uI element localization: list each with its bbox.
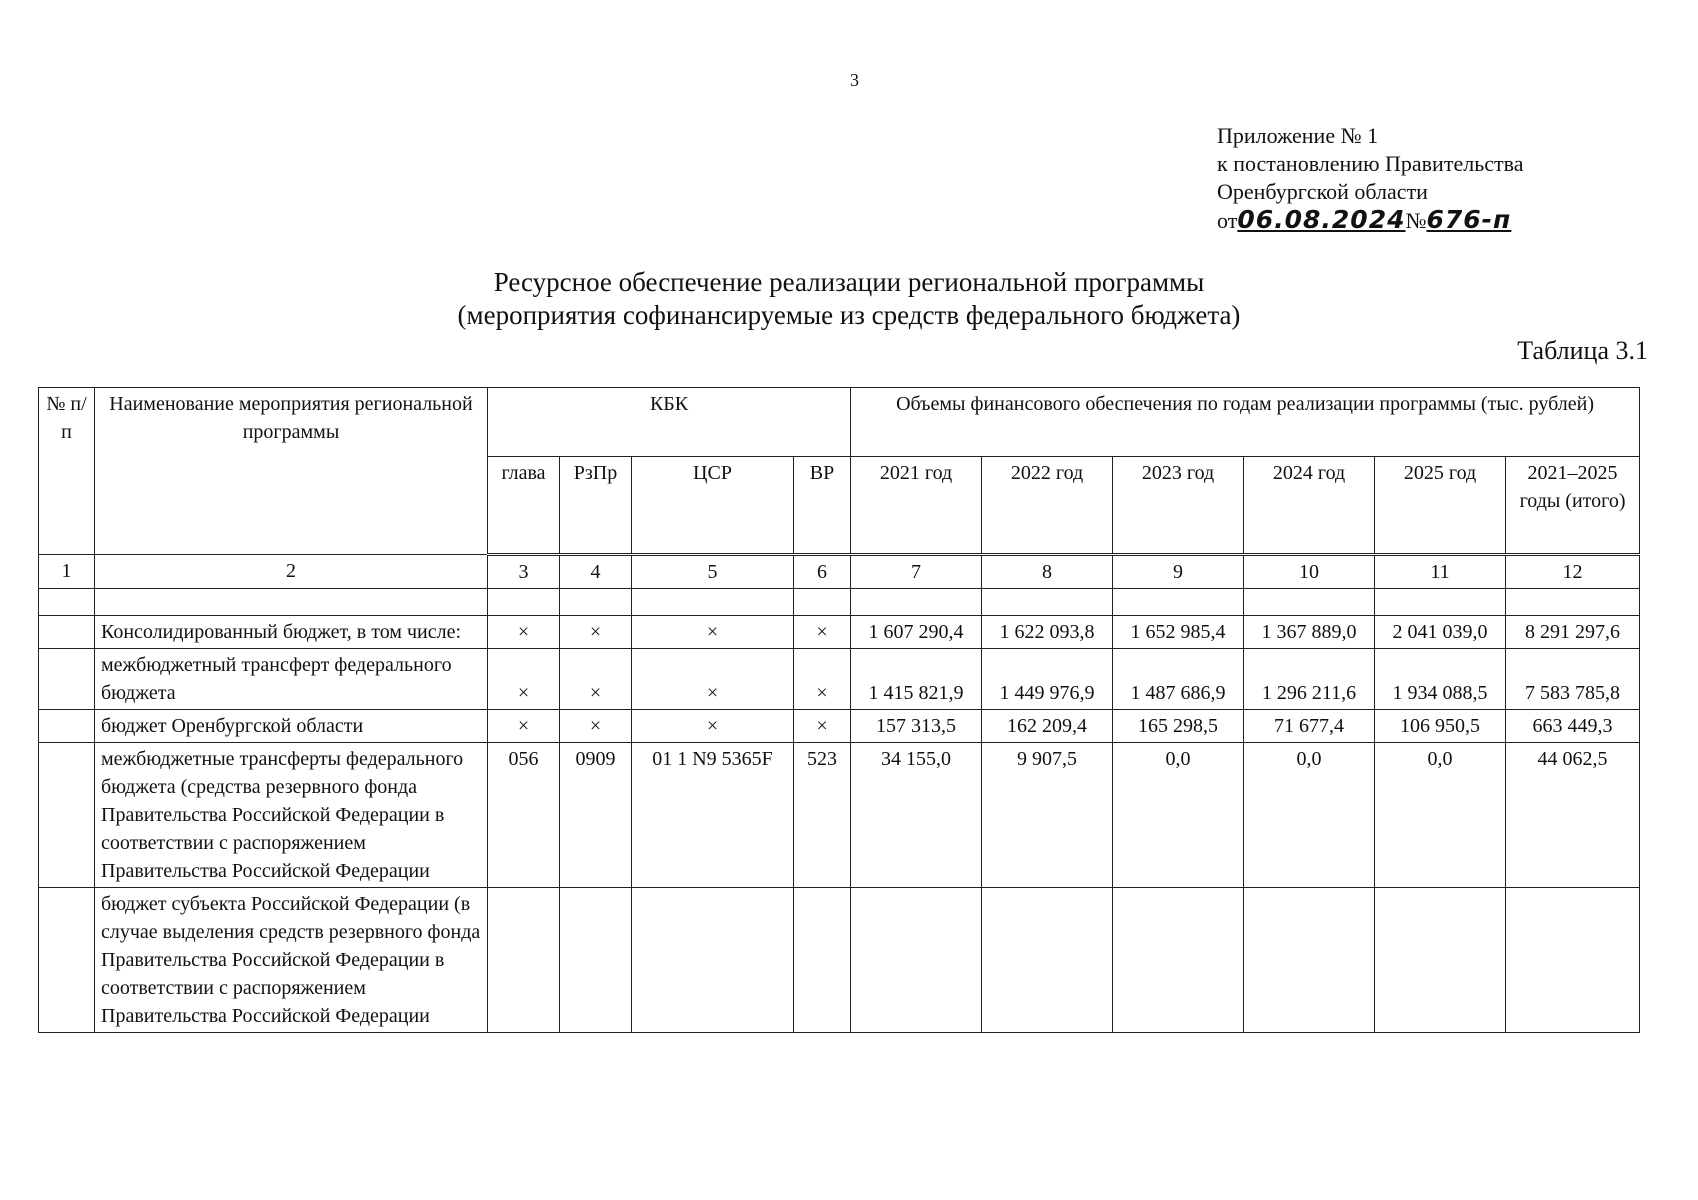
cell-num [39, 888, 95, 1033]
handwritten-number: 676-п [1426, 205, 1512, 234]
column-number: 7 [851, 555, 982, 589]
column-number: 4 [560, 555, 632, 589]
table-row [39, 616, 1640, 649]
cell-2024: 71 677,4 [1244, 710, 1375, 743]
cell-total: 44 062,5 [1506, 743, 1640, 888]
cell-2025 [1375, 888, 1506, 1033]
column-number: 9 [1113, 555, 1244, 589]
cell-glava: × [488, 649, 560, 710]
title-line-1: Ресурсное обеспечение реализации региональной программы [493, 267, 1205, 297]
cell-2023: 1 487 686,9 [1113, 649, 1244, 710]
cell-rzpr: × [560, 649, 632, 710]
cell-name: бюджет субъекта Российской Федерации (в случае выделения средств резервного фонда Правительства Российской Федерации в соответствии с распоряжением Правительства Российской Федерации [95, 888, 488, 1033]
appendix-line-1: Приложение № 1 [1217, 123, 1379, 148]
cell-glava [488, 888, 560, 1033]
cell-2024 [1244, 888, 1375, 1033]
appendix-line-2: к постановлению Правительства [1217, 151, 1524, 176]
cell-2022: 1 622 093,8 [982, 616, 1113, 649]
column-number: 8 [982, 555, 1113, 589]
column-number-row [39, 555, 1640, 589]
cell-rzpr [560, 888, 632, 1033]
cell-2021 [851, 888, 982, 1033]
header-volumes: Объемы финансового обеспечения по годам реализации программы (тыс. рублей) [851, 388, 1640, 457]
cell-2024: 0,0 [1244, 743, 1375, 888]
cell-2023 [1113, 888, 1244, 1033]
cell-2021: 157 313,5 [851, 710, 982, 743]
header-rzpr: РзПр [560, 457, 632, 555]
column-number: 2 [95, 555, 488, 589]
cell-2022: 162 209,4 [982, 710, 1113, 743]
cell-num [39, 616, 95, 649]
table-label: Таблица 3.1 [1517, 336, 1648, 365]
header-csr: ЦСР [632, 457, 794, 555]
table-row [39, 743, 1640, 888]
cell-vr: × [794, 616, 851, 649]
cell-2025: 2 041 039,0 [1375, 616, 1506, 649]
header-total: 2021–2025 годы (итого) [1506, 457, 1640, 555]
cell-name: бюджет Оренбургской области [95, 710, 488, 743]
cell-total: 8 291 297,6 [1506, 616, 1640, 649]
date-prefix: от [1217, 208, 1238, 233]
column-number: 3 [488, 555, 560, 589]
header-kbk: КБК [488, 388, 851, 457]
document-title [0, 266, 1698, 332]
cell-rzpr: × [560, 710, 632, 743]
budget-table [38, 387, 1640, 1033]
cell-2024: 1 296 211,6 [1244, 649, 1375, 710]
column-number: 10 [1244, 555, 1375, 589]
column-number: 1 [39, 555, 95, 589]
cell-2025: 106 950,5 [1375, 710, 1506, 743]
column-number: 6 [794, 555, 851, 589]
column-number: 12 [1506, 555, 1640, 589]
cell-num [39, 743, 95, 888]
cell-2021: 34 155,0 [851, 743, 982, 888]
cell-vr [794, 888, 851, 1033]
column-number: 5 [632, 555, 794, 589]
cell-csr: × [632, 710, 794, 743]
cell-2025: 1 934 088,5 [1375, 649, 1506, 710]
header-year-2023: 2023 год [1113, 457, 1244, 555]
header-vr: ВР [794, 457, 851, 555]
cell-2024: 1 367 889,0 [1244, 616, 1375, 649]
cell-vr: × [794, 710, 851, 743]
title-line-2: (мероприятия софинансируемые из средств федерального бюджета) [457, 300, 1241, 330]
cell-csr: × [632, 649, 794, 710]
header-name: Наименование мероприятия региональной программы [95, 388, 488, 555]
header-year-2024: 2024 год [1244, 457, 1375, 555]
cell-2023: 165 298,5 [1113, 710, 1244, 743]
spacer-row [39, 589, 1640, 616]
number-prefix: № [1405, 208, 1427, 233]
cell-2023: 1 652 985,4 [1113, 616, 1244, 649]
header-num: № п/п [39, 388, 95, 555]
cell-vr: × [794, 649, 851, 710]
page-number: 3 [850, 70, 859, 90]
cell-2023: 0,0 [1113, 743, 1244, 888]
handwritten-date: 06.08.2024 [1237, 205, 1406, 234]
cell-rzpr: 0909 [560, 743, 632, 888]
cell-glava: × [488, 710, 560, 743]
cell-total: 663 449,3 [1506, 710, 1640, 743]
table-row [39, 888, 1640, 1033]
appendix-block [1217, 122, 1523, 235]
cell-csr: × [632, 616, 794, 649]
cell-name: Консолидированный бюджет, в том числе: [95, 616, 488, 649]
cell-num [39, 710, 95, 743]
table-row [39, 649, 1640, 710]
cell-2022: 1 449 976,9 [982, 649, 1113, 710]
header-year-2022: 2022 год [982, 457, 1113, 555]
appendix-line-3: Оренбургской области [1217, 179, 1428, 204]
appendix-date-line [1217, 206, 1523, 235]
table-row [39, 710, 1640, 743]
cell-rzpr: × [560, 616, 632, 649]
cell-2022 [982, 888, 1113, 1033]
cell-name: межбюджетные трансферты федерального бюджета (средства резервного фонда Правительства Российской Федерации в соответствии с распоряжением Правительства Российской Федерации [95, 743, 488, 888]
cell-glava: 056 [488, 743, 560, 888]
cell-total: 7 583 785,8 [1506, 649, 1640, 710]
cell-csr: 01 1 N9 5365F [632, 743, 794, 888]
header-glava: глава [488, 457, 560, 555]
cell-vr: 523 [794, 743, 851, 888]
cell-2021: 1 607 290,4 [851, 616, 982, 649]
cell-glava: × [488, 616, 560, 649]
cell-csr [632, 888, 794, 1033]
header-year-2021: 2021 год [851, 457, 982, 555]
cell-num [39, 649, 95, 710]
cell-2021: 1 415 821,9 [851, 649, 982, 710]
cell-2025: 0,0 [1375, 743, 1506, 888]
column-number: 11 [1375, 555, 1506, 589]
cell-total [1506, 888, 1640, 1033]
cell-2022: 9 907,5 [982, 743, 1113, 888]
cell-name: межбюджетный трансферт федерального бюджета [95, 649, 488, 710]
header-year-2025: 2025 год [1375, 457, 1506, 555]
